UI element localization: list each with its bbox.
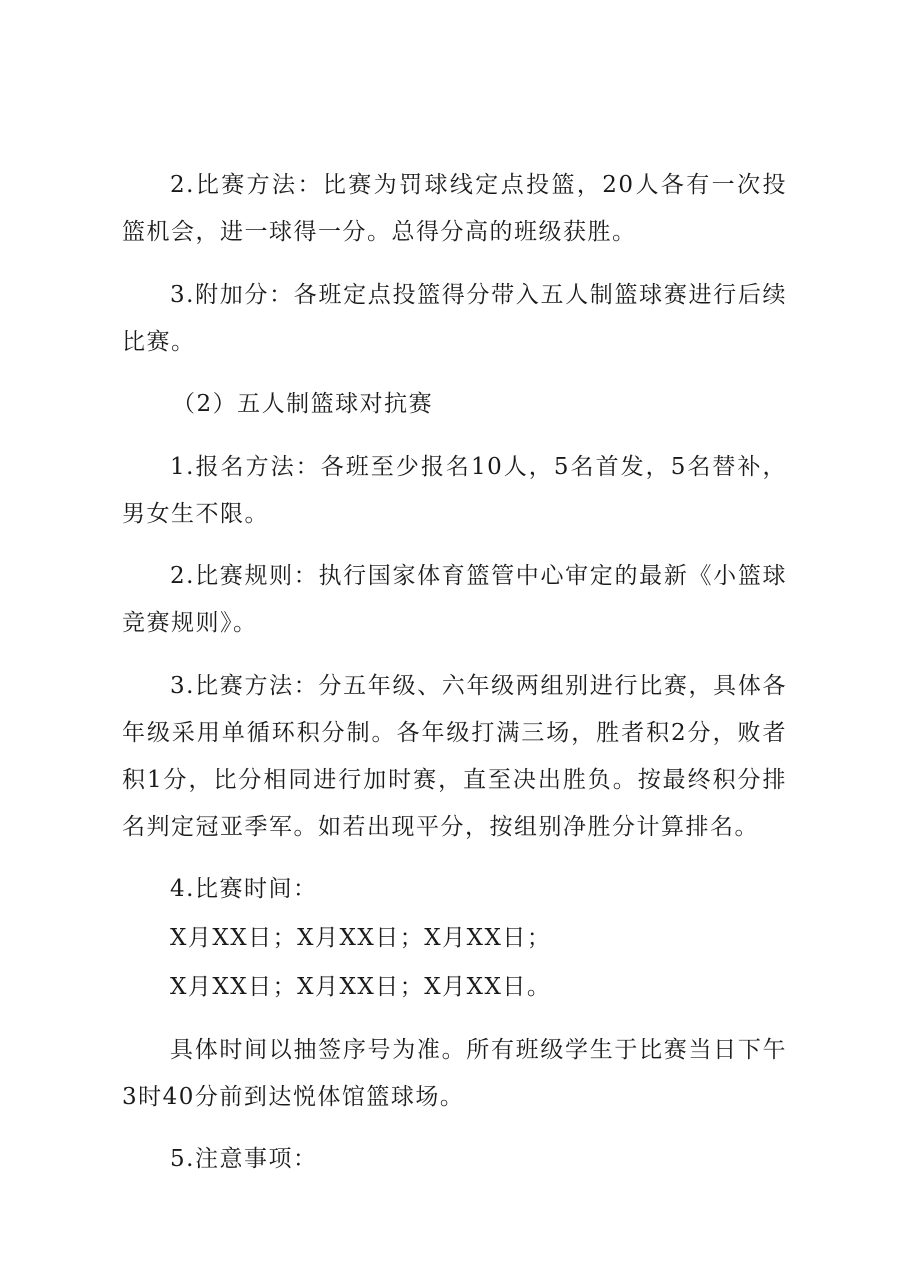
- paragraph-dates-line-1: X月XX日；X月XX日；X月XX日；: [170, 925, 552, 951]
- paragraph-dates-line-2: X月XX日；X月XX日；X月XX日。: [170, 974, 552, 1000]
- paragraph-competition-method: 2.比赛方法：比赛为罚球线定点投篮，20人各有一次投篮机会，进一球得一分。总得分高的班级获胜。: [122, 172, 787, 245]
- paragraph-registration: 1.报名方法：各班至少报名10人，5名首发，5名替补，男女生不限。: [122, 453, 787, 527]
- paragraph-schedule-note: 具体时间以抽签序号为准。所有班级学生于比赛当日下午3时40分前到达悦体馆篮球场。: [122, 1036, 787, 1110]
- document-body: [122, 162, 787, 1199]
- paragraph-rules: 2.比赛规则：执行国家体育篮管中心审定的最新《小篮球竞赛规则》。: [122, 563, 787, 636]
- paragraph-match-method: 3.比赛方法：分五年级、六年级两组别进行比赛，具体各年级采用单循环积分制。各年级打满三场，胜者积2分，败者积1分，比分相同进行加时赛，直至决出胜负。按最终积分排名判定冠亚季军。如若出现平分，按组别净胜分计算排名。: [122, 672, 787, 840]
- paragraph-bonus-points: 3.附加分：各班定点投篮得分带入五人制篮球赛进行后续比赛。: [122, 281, 787, 355]
- paragraph-match-time: 4.比赛时间：: [170, 876, 318, 902]
- paragraph-notes-heading: 5.注意事项：: [170, 1146, 318, 1172]
- section-heading-five-player: （2）五人制篮球对抗赛: [172, 391, 434, 417]
